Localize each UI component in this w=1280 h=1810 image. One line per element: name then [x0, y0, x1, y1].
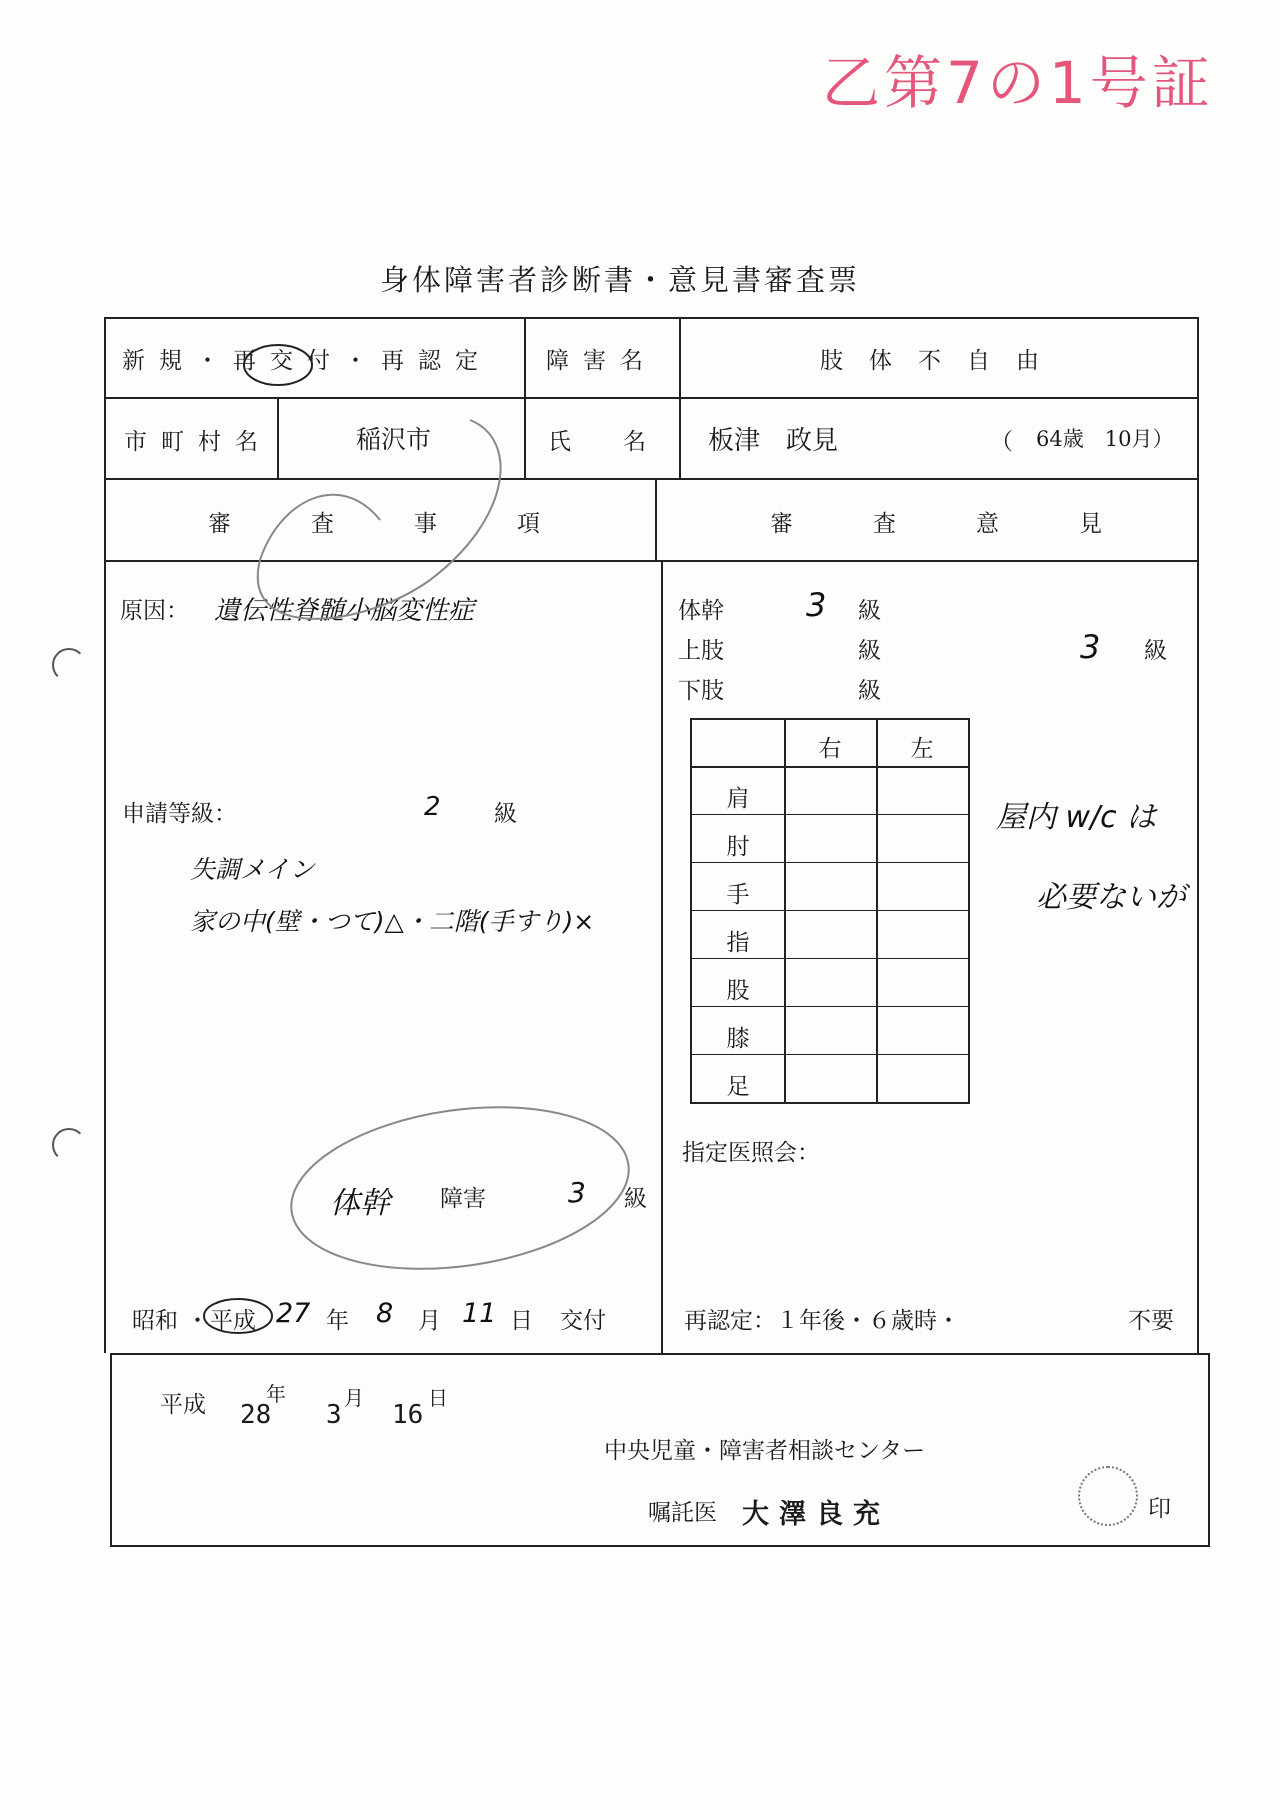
result-grade-unit: 級: [624, 1186, 647, 1212]
issue-year: 27: [276, 1298, 311, 1329]
footer-year-unit: 年: [266, 1382, 286, 1406]
result-grade: 3: [568, 1176, 586, 1209]
disability-label: 障害名: [546, 348, 657, 374]
designated-doctor-label: 指定医照会：: [682, 1140, 820, 1166]
issue-era-heisei: 平成: [210, 1308, 256, 1334]
application-type-options: 新規・再交付・再認定: [122, 348, 492, 374]
name-value: 板津 政見: [708, 426, 839, 456]
joint-row-label: 指: [726, 930, 750, 956]
joint-table-header-right: 右: [818, 736, 842, 762]
result-body-part: 体幹: [330, 1186, 390, 1221]
cause-value: 遺伝性脊髄小脳変性症: [214, 596, 475, 626]
trunk-grade: 3: [806, 586, 827, 624]
circle-mark-reissue: [244, 345, 312, 385]
municipality-value: 稲沢市: [356, 425, 432, 454]
disability-value: 肢体不自由: [820, 348, 1065, 374]
upper-limb-label: 上肢: [678, 638, 724, 664]
age-open-paren: （: [990, 429, 1013, 455]
handwritten-note-line1: 失調メイン: [190, 855, 315, 884]
exhibit-stamp: 乙第7の1号証: [822, 49, 1214, 117]
municipality-label: 市町村名: [124, 429, 272, 455]
requested-grade-value: 2: [424, 792, 441, 822]
consultation-center-name: 中央児童・障害者相談センター: [604, 1438, 926, 1464]
review-opinion-header: 審査意見: [770, 511, 1182, 537]
recertification-label: 再認定：１年後・６歳時・: [684, 1308, 960, 1334]
lower-limb-grade-unit: 級: [858, 678, 881, 704]
doctor-label: 嘱託医: [648, 1500, 717, 1526]
issue-year-unit: 年: [326, 1308, 349, 1334]
issue-month: 8: [376, 1298, 394, 1329]
footer-era: 平成: [160, 1392, 206, 1418]
seal-label: 印: [1148, 1496, 1171, 1522]
age-value: 64歳 10月）: [1036, 427, 1174, 451]
review-items-header: 審査事項: [208, 511, 620, 537]
recertification-not-needed: 不要: [1128, 1308, 1174, 1334]
circle-mark-heisei: [204, 1299, 272, 1333]
issue-day: 11: [462, 1298, 497, 1329]
result-label: 障害: [440, 1186, 486, 1212]
footer-day-unit: 日: [428, 1386, 448, 1410]
footer-day: 16: [392, 1400, 424, 1430]
name-label: 氏名: [548, 429, 698, 455]
trunk-label: 体幹: [678, 598, 724, 624]
total-grade-unit: 級: [1144, 638, 1167, 664]
joint-row-label: 手: [726, 882, 750, 908]
footer-year: 28: [240, 1400, 272, 1430]
issue-month-unit: 月: [418, 1308, 441, 1334]
joint-row-label: 肘: [726, 834, 750, 860]
handwritten-note-line2: 家の中(壁・つて)△・二階(手すり)×: [190, 907, 595, 936]
handwritten-opinion-line1: 屋内 w/c は: [996, 800, 1157, 835]
footer-month: 3: [326, 1400, 342, 1430]
joint-row-label: 肩: [726, 786, 750, 812]
joint-row-label: 股: [726, 978, 750, 1004]
joint-row-label: 膝: [726, 1026, 750, 1052]
cause-label: 原因：: [120, 598, 189, 624]
pencil-scribble: [258, 420, 501, 619]
joint-row-label: 足: [726, 1074, 750, 1100]
issue-era-showa: 昭和: [132, 1308, 178, 1334]
issue-suffix: 交付: [560, 1308, 606, 1334]
circle-mark-result: [281, 1087, 639, 1289]
issue-era-separator: ・: [186, 1308, 209, 1334]
lower-limb-label: 下肢: [678, 678, 724, 704]
issue-day-unit: 日: [510, 1308, 533, 1334]
doctor-name: 大澤良充: [742, 1499, 890, 1530]
form-title: 身体障害者診断書・意見書審査票: [380, 263, 861, 297]
footer-month-unit: 月: [344, 1386, 364, 1410]
total-grade: 3: [1080, 628, 1101, 666]
handwritten-opinion-line2: 必要ないが: [1036, 880, 1186, 915]
trunk-grade-unit: 級: [858, 598, 881, 624]
requested-grade-label: 申請等級：: [122, 801, 237, 827]
joint-table-header-left: 左: [910, 736, 934, 762]
requested-grade-unit: 級: [494, 801, 517, 827]
upper-limb-grade-unit: 級: [858, 638, 881, 664]
